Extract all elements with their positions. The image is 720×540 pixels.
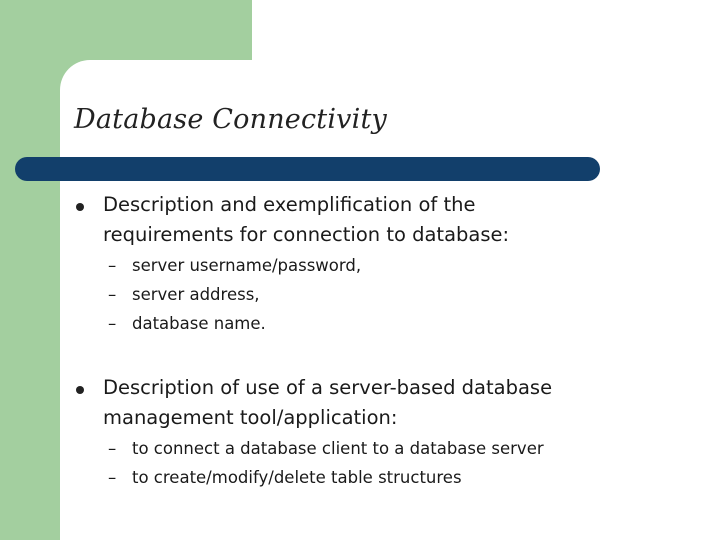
bullet-1-text [103, 190, 509, 250]
sub-item [108, 463, 462, 492]
bullet-2-line-2: management tool/application: [103, 406, 398, 429]
sub-item-label: server address, [132, 285, 260, 304]
sub-item [108, 280, 260, 309]
decorative-green-bar [0, 0, 60, 540]
bullet-dot-icon [76, 203, 84, 211]
sub-item-label: server username/password, [132, 256, 362, 275]
bullet-2-text [103, 373, 552, 433]
title-underline-bar [15, 157, 600, 181]
bullet-1-line-2: requirements for connection to database: [103, 223, 510, 246]
bullet-dot-icon [76, 386, 84, 394]
sub-item [108, 434, 544, 463]
bullet-1-line-1: Description and exemplification of the [103, 193, 476, 216]
sub-item [108, 251, 361, 280]
dash-icon: – [108, 285, 117, 304]
dash-icon: – [108, 256, 117, 275]
sub-item-label: to create/modify/delete table structures [132, 468, 462, 487]
bullet-2-line-1: Description of use of a server-based database [103, 376, 553, 399]
sub-item [108, 309, 266, 338]
sub-item-label: to connect a database client to a database server [132, 439, 544, 458]
slide-title: Database Connectivity [74, 104, 387, 135]
dash-icon: – [108, 314, 117, 333]
dash-icon: – [108, 468, 117, 487]
dash-icon: – [108, 439, 117, 458]
sub-item-label: database name. [132, 314, 266, 333]
